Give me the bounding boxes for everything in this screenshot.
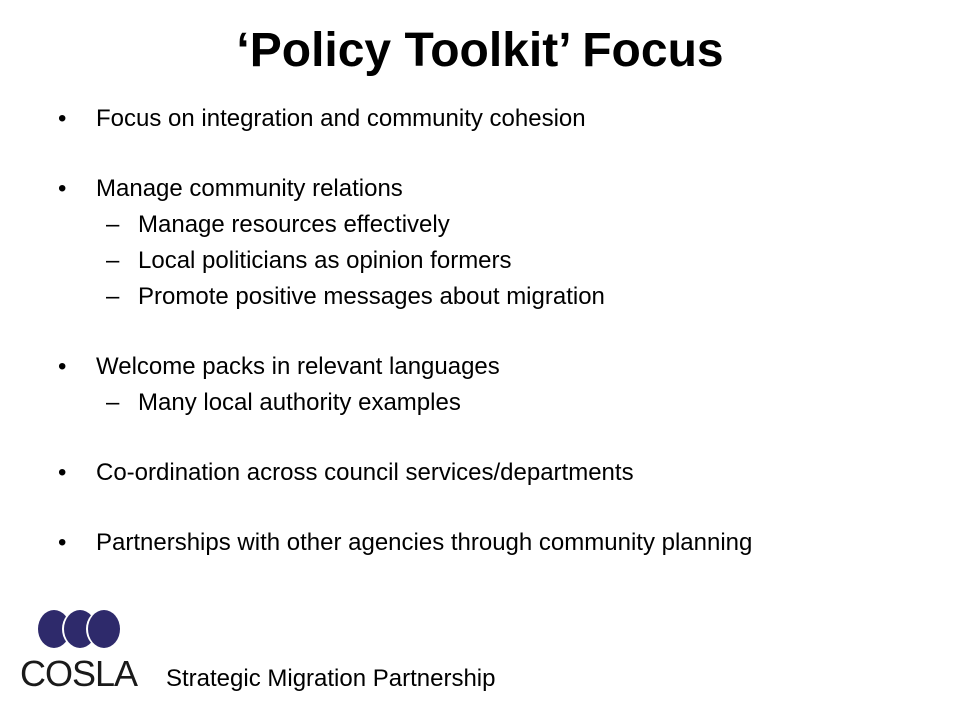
logo-circle-front [88, 610, 120, 648]
bullet-text: Focus on integration and community cohesion [96, 105, 586, 132]
bullet-marker: • [58, 459, 67, 486]
dash-marker: – [106, 389, 120, 416]
cosla-logo [18, 604, 138, 692]
slide-title: ‘Policy Toolkit’ Focus [236, 24, 724, 77]
bullet-marker: • [58, 175, 67, 202]
bullet-text: Welcome packs in relevant languages [96, 353, 500, 380]
bullet-marker: • [58, 105, 67, 132]
logo-wordmark: COSLA [20, 653, 138, 692]
dash-marker: – [106, 247, 120, 274]
bullet-text: Manage community relations [96, 175, 403, 202]
dash-marker: – [106, 211, 120, 238]
sub-bullet-text: Local politicians as opinion formers [138, 247, 512, 274]
footer-text: Strategic Migration Partnership [166, 665, 496, 692]
bullet-marker: • [58, 529, 67, 556]
sub-bullet-text: Promote positive messages about migration [138, 283, 605, 310]
sub-bullet-text: Manage resources effectively [138, 211, 450, 238]
bullet-text: Partnerships with other agencies through community planning [96, 529, 753, 556]
bullet-marker: • [58, 353, 67, 380]
bullet-text: Co-ordination across council services/departments [96, 459, 634, 486]
dash-marker: – [106, 283, 120, 310]
sub-bullet-text: Many local authority examples [138, 389, 461, 416]
